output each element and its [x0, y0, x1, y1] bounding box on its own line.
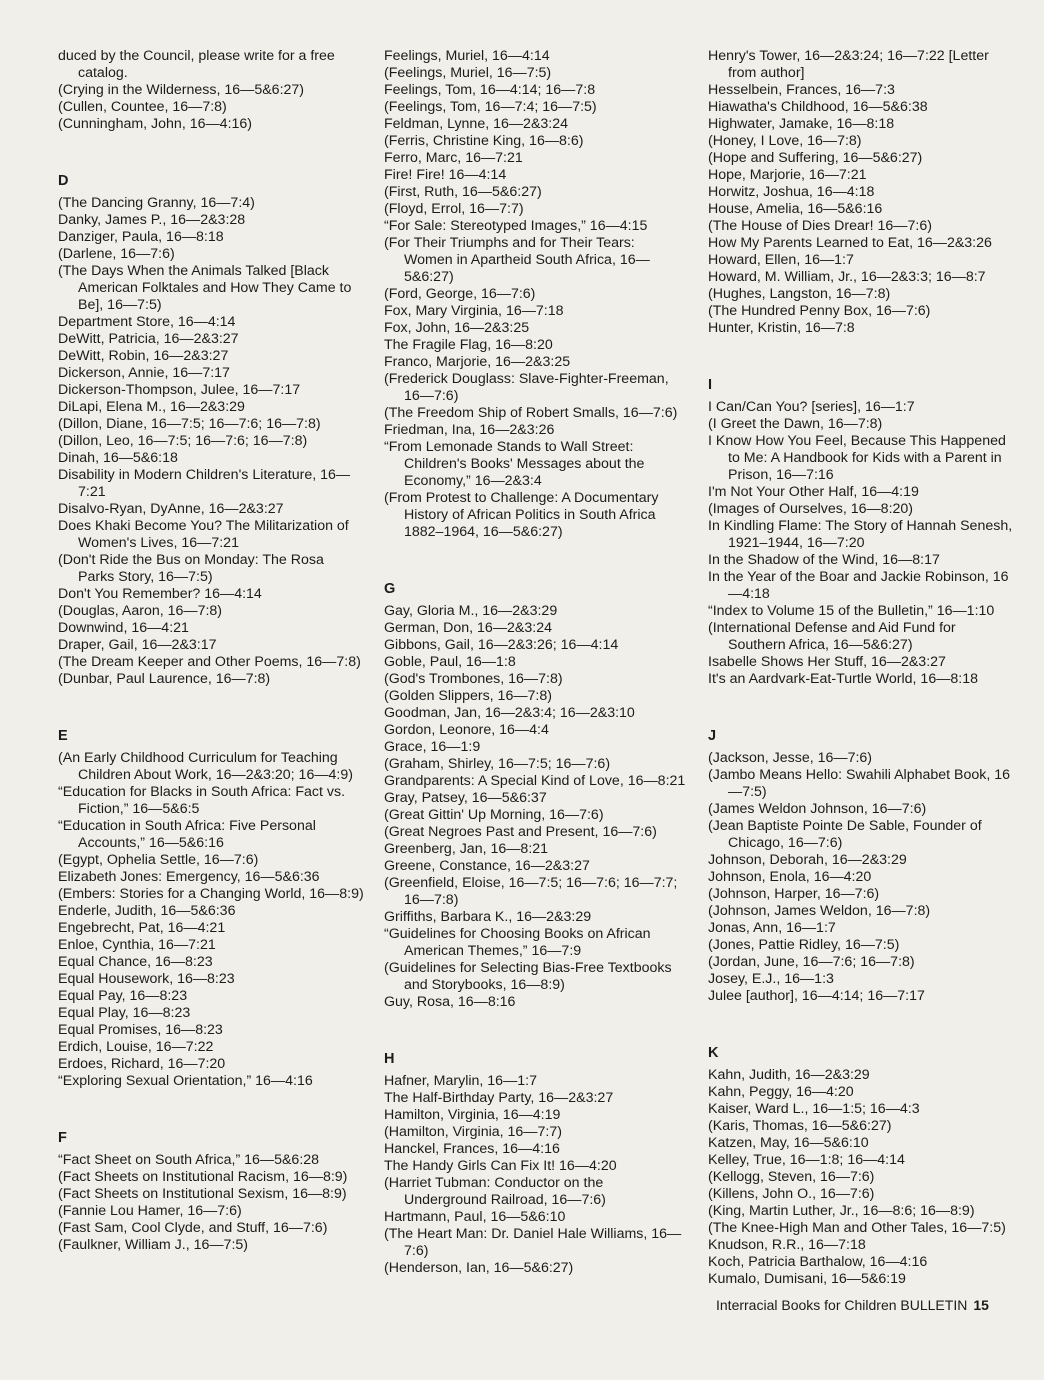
index-entry: Horwitz, Joshua, 16—4:18 — [708, 184, 875, 200]
page-number: 15 — [973, 1297, 989, 1313]
index-entry: (International Defense and Aid Fund for Southern Africa, 16—5&6:27) — [708, 620, 956, 653]
index-entry: (The Days When the Animals Talked [Black American Folktales and How They Came to Be], 16—7:5) — [58, 263, 352, 313]
index-entry: DeWitt, Robin, 16—2&3:27 — [58, 348, 229, 364]
index-entry: (Jones, Pattie Ridley, 16—7:5) — [708, 937, 900, 953]
section-letter: G — [384, 581, 396, 597]
section-letter: K — [708, 1045, 719, 1061]
index-entry: Griffiths, Barbara K., 16—2&3:29 — [384, 909, 592, 925]
index-entry: (Johnson, James Weldon, 16—7:8) — [708, 903, 931, 919]
index-entry: Ferro, Marc, 16—7:21 — [384, 150, 523, 166]
index-entry: House, Amelia, 16—5&6:16 — [708, 201, 883, 217]
index-entry: (Henderson, Ian, 16—5&6:27) — [384, 1260, 574, 1276]
index-entry: (Karis, Thomas, 16—5&6:27) — [708, 1118, 892, 1134]
index-entry: (Kellogg, Steven, 16—7:6) — [708, 1169, 875, 1185]
index-entry: Gay, Gloria M., 16—2&3:29 — [384, 603, 558, 619]
index-entry: Hanckel, Frances, 16—4:16 — [384, 1141, 560, 1157]
index-entry: (The Dancing Granny, 16—7:4) — [58, 195, 255, 211]
index-entry: Josey, E.J., 16—1:3 — [708, 971, 834, 987]
index-entry: (Images of Ourselves, 16—8:20) — [708, 501, 914, 517]
index-column-2 — [384, 48, 687, 1277]
index-entry: (The Hundred Penny Box, 16—7:6) — [708, 303, 931, 319]
index-entry: The Fragile Flag, 16—8:20 — [384, 337, 553, 353]
index-entry: (Feelings, Muriel, 16—7:5) — [384, 65, 552, 81]
index-entry: (Great Negroes Past and Present, 16—7:6) — [384, 824, 657, 840]
index-entry: Greene, Constance, 16—2&3:27 — [384, 858, 590, 874]
index-entry: Greenberg, Jan, 16—8:21 — [384, 841, 549, 857]
index-entry: In the Year of the Boar and Jackie Robinson, 16—4:18 — [708, 569, 1009, 602]
index-entry: (Fannie Lou Hamer, 16—7:6) — [58, 1203, 242, 1219]
index-entry: “Fact Sheet on South Africa,” 16—5&6:28 — [58, 1152, 320, 1168]
index-entry: DiLapi, Elena M., 16—2&3:29 — [58, 399, 245, 415]
section-letter: D — [58, 173, 69, 189]
index-entry: “From Lemonade Stands to Wall Street: Children's Books' Messages about the Economy,” 16—2&3:4 — [384, 439, 645, 489]
index-entry: (Jean Baptiste Pointe De Sable, Founder of Chicago, 16—7:6) — [708, 818, 982, 851]
index-entry: Hafner, Marylin, 16—1:7 — [384, 1073, 537, 1089]
index-entry: I Can/Can You? [series], 16—1:7 — [708, 399, 915, 415]
index-entry: (Floyd, Errol, 16—7:7) — [384, 201, 524, 217]
index-entry: Danky, James P., 16—2&3:28 — [58, 212, 246, 228]
index-entry: “Education for Blacks in South Africa: Fact vs. Fiction,” 16—5&6:5 — [58, 784, 346, 817]
index-entry: Equal Play, 16—8:23 — [58, 1005, 191, 1021]
index-entry: Highwater, Jamake, 16—8:18 — [708, 116, 895, 132]
index-entry: (Hamilton, Virginia, 16—7:7) — [384, 1124, 562, 1140]
index-entry: (First, Ruth, 16—5&6:27) — [384, 184, 542, 200]
section-letter: F — [58, 1130, 67, 1146]
index-entry: Kaiser, Ward L., 16—1:5; 16—4:3 — [708, 1101, 920, 1117]
index-entry: (Honey, I Love, 16—7:8) — [708, 133, 862, 149]
index-entry: (The Dream Keeper and Other Poems, 16—7:8) — [58, 654, 361, 670]
index-entry: Enderle, Judith, 16—5&6:36 — [58, 903, 236, 919]
index-entry: (Dunbar, Paul Laurence, 16—7:8) — [58, 671, 271, 687]
index-entry: Hunter, Kristin, 16—7:8 — [708, 320, 855, 336]
index-entry: Feelings, Tom, 16—4:14; 16—7:8 — [384, 82, 596, 98]
index-entry: In the Shadow of the Wind, 16—8:17 — [708, 552, 940, 568]
index-entry: Kahn, Peggy, 16—4:20 — [708, 1084, 854, 1100]
index-entry: Equal Housework, 16—8:23 — [58, 971, 235, 987]
index-entry: Knudson, R.R., 16—7:18 — [708, 1237, 866, 1253]
index-entry: Friedman, Ina, 16—2&3:26 — [384, 422, 555, 438]
index-entry: (Great Gittin' Up Morning, 16—7:6) — [384, 807, 604, 823]
index-entry: I'm Not Your Other Half, 16—4:19 — [708, 484, 919, 500]
index-entry: Johnson, Deborah, 16—2&3:29 — [708, 852, 907, 868]
index-entry: Johnson, Enola, 16—4:20 — [708, 869, 872, 885]
index-entry: Kahn, Judith, 16—2&3:29 — [708, 1067, 870, 1083]
index-entry: Fire! Fire! 16—4:14 — [384, 167, 507, 183]
index-entry: Dinah, 16—5&6:18 — [58, 450, 178, 466]
section-letter: I — [708, 377, 713, 393]
index-entry: Hesselbein, Frances, 16—7:3 — [708, 82, 895, 98]
index-entry: Goodman, Jan, 16—2&3:4; 16—2&3:10 — [384, 705, 635, 721]
index-entry: (Guidelines for Selecting Bias-Free Textbooks and Storybooks, 16—8:9) — [384, 960, 672, 993]
index-entry: Equal Pay, 16—8:23 — [58, 988, 188, 1004]
index-column-3 — [708, 48, 1014, 1288]
index-entry: The Half-Birthday Party, 16—2&3:27 — [384, 1090, 614, 1106]
index-entry: Don't You Remember? 16—4:14 — [58, 586, 262, 602]
index-entry: Hartmann, Paul, 16—5&6:10 — [384, 1209, 566, 1225]
index-column-1 — [58, 48, 364, 1254]
index-entry: “Education in South Africa: Five Personal Accounts,” 16—5&6:16 — [58, 818, 316, 851]
index-entry: (Hughes, Langston, 16—7:8) — [708, 286, 891, 302]
index-entry: “Exploring Sexual Orientation,” 16—4:16 — [58, 1073, 313, 1089]
index-entry: (Feelings, Tom, 16—7:4; 16—7:5) — [384, 99, 597, 115]
index-entry: Erdoes, Richard, 16—7:20 — [58, 1056, 226, 1072]
index-entry: Guy, Rosa, 16—8:16 — [384, 994, 516, 1010]
index-entry: (Douglas, Aaron, 16—7:8) — [58, 603, 223, 619]
index-entry: Kelley, True, 16—1:8; 16—4:14 — [708, 1152, 905, 1168]
index-entry: (Graham, Shirley, 16—7:5; 16—7:6) — [384, 756, 611, 772]
index-entry: German, Don, 16—2&3:24 — [384, 620, 552, 636]
index-entry: Equal Promises, 16—8:23 — [58, 1022, 223, 1038]
index-entry: (I Greet the Dawn, 16—7:8) — [708, 416, 883, 432]
index-entry: DeWitt, Patricia, 16—2&3:27 — [58, 331, 239, 347]
index-entry: (Jambo Means Hello: Swahili Alphabet Book, 16—7:5) — [708, 767, 1011, 800]
index-entry: Dickerson, Annie, 16—7:17 — [58, 365, 230, 381]
index-entry: Equal Chance, 16—8:23 — [58, 954, 213, 970]
index-entry: (The Heart Man: Dr. Daniel Hale Williams, 16—7:6) — [384, 1226, 682, 1259]
index-entry: Jonas, Ann, 16—1:7 — [708, 920, 836, 936]
index-entry: How My Parents Learned to Eat, 16—2&3:26 — [708, 235, 992, 251]
index-entry: Franco, Marjorie, 16—2&3:25 — [384, 354, 571, 370]
index-entry: Danziger, Paula, 16—8:18 — [58, 229, 224, 245]
index-entry: In Kindling Flame: The Story of Hannah Senesh, 1921–1944, 16—7:20 — [708, 518, 1013, 551]
index-entry: (Greenfield, Eloise, 16—7:5; 16—7:6; 16—7:7; 16—7:8) — [384, 875, 678, 908]
index-entry: (Dillon, Diane, 16—7:5; 16—7:6; 16—7:8) — [58, 416, 321, 432]
index-entry: (Fact Sheets on Institutional Sexism, 16—8:9) — [58, 1186, 347, 1202]
index-entry: (Golden Slippers, 16—7:8) — [384, 688, 552, 704]
index-entry: (Jackson, Jesse, 16—7:6) — [708, 750, 873, 766]
index-entry: Engebrecht, Pat, 16—4:21 — [58, 920, 226, 936]
index-entry: (Harriet Tubman: Conductor on the Underground Railroad, 16—7:6) — [384, 1175, 606, 1208]
index-entry: Erdich, Louise, 16—7:22 — [58, 1039, 214, 1055]
index-entry: The Handy Girls Can Fix It! 16—4:20 — [384, 1158, 617, 1174]
index-entry: Grandparents: A Special Kind of Love, 16—8:21 — [384, 773, 686, 789]
index-entry: (Crying in the Wilderness, 16—5&6:27) — [58, 82, 305, 98]
index-entry: Henry's Tower, 16—2&3:24; 16—7:22 [Letter from author] — [708, 48, 989, 81]
index-entry: (From Protest to Challenge: A Documentary History of African Politics in South Africa 1882–1964, 16—5&6:27) — [384, 490, 659, 540]
index-entry: Goble, Paul, 16—1:8 — [384, 654, 516, 670]
index-entry: Howard, Ellen, 16—1:7 — [708, 252, 854, 268]
section-letter: J — [708, 728, 717, 744]
index-entry: Grace, 16—1:9 — [384, 739, 481, 755]
index-entry: (Johnson, Harper, 16—7:6) — [708, 886, 880, 902]
index-entry: (Fact Sheets on Institutional Racism, 16—8:9) — [58, 1169, 348, 1185]
index-entry: Isabelle Shows Her Stuff, 16—2&3:27 — [708, 654, 946, 670]
index-entry: (Egypt, Ophelia Settle, 16—7:6) — [58, 852, 259, 868]
publication-name: Interracial Books for Children BULLETIN — [716, 1297, 968, 1313]
index-entry: Katzen, May, 16—5&6:10 — [708, 1135, 869, 1151]
index-entry: (Hope and Suffering, 16—5&6:27) — [708, 150, 923, 166]
index-entry: “For Sale: Stereotyped Images,” 16—4:15 — [384, 218, 648, 234]
index-entry: (Cullen, Countee, 16—7:8) — [58, 99, 227, 115]
index-entry: Hope, Marjorie, 16—7:21 — [708, 167, 867, 183]
index-entry: “Guidelines for Choosing Books on African American Themes,” 16—7:9 — [384, 926, 651, 959]
page-footer — [716, 1297, 1016, 1313]
index-entry: (Darlene, 16—7:6) — [58, 246, 175, 262]
index-entry: (Jordan, June, 16—7:6; 16—7:8) — [708, 954, 915, 970]
index-entry: I Know How You Feel, Because This Happened to Me: A Handbook for Kids with a Parent in Prison, 16—7:16 — [708, 433, 1006, 483]
index-entry: Dickerson-Thompson, Julee, 16—7:17 — [58, 382, 301, 398]
index-entry: (Embers: Stories for a Changing World, 16—8:9) — [58, 886, 364, 902]
index-entry: Hamilton, Virginia, 16—4:19 — [384, 1107, 561, 1123]
index-entry: Downwind, 16—4:21 — [58, 620, 189, 636]
index-entry: Julee [author], 16—4:14; 16—7:17 — [708, 988, 925, 1004]
index-entry: Gray, Patsey, 16—5&6:37 — [384, 790, 547, 806]
section-letter: H — [384, 1051, 395, 1067]
index-entry: (Cunningham, John, 16—4:16) — [58, 116, 253, 132]
index-entry: (Frederick Douglass: Slave-Fighter-Freeman, 16—7:6) — [384, 371, 669, 404]
index-entry: Enloe, Cynthia, 16—7:21 — [58, 937, 216, 953]
index-entry: (The Knee-High Man and Other Tales, 16—7:5) — [708, 1220, 1006, 1236]
index-entry: (Killens, John O., 16—7:6) — [708, 1186, 875, 1202]
index-entry: “Index to Volume 15 of the Bulletin,” 16—1:10 — [708, 603, 995, 619]
index-entry: (Fast Sam, Cool Clyde, and Stuff, 16—7:6) — [58, 1220, 328, 1236]
index-entry: (Ford, George, 16—7:6) — [384, 286, 536, 302]
index-entry: (Don't Ride the Bus on Monday: The Rosa Parks Story, 16—7:5) — [58, 552, 324, 585]
index-entry: Disability in Modern Children's Literature, 16—7:21 — [58, 467, 351, 500]
index-entry: Gordon, Leonore, 16—4:4 — [384, 722, 549, 738]
index-entry: Feldman, Lynne, 16—2&3:24 — [384, 116, 569, 132]
index-entry: (For Their Triumphs and for Their Tears: Women in Apartheid South Africa, 16—5&6:27) — [384, 235, 650, 285]
index-entry: (Ferris, Christine King, 16—8:6) — [384, 133, 584, 149]
index-entry: Draper, Gail, 16—2&3:17 — [58, 637, 217, 653]
index-entry: Disalvo-Ryan, DyAnne, 16—2&3:27 — [58, 501, 284, 517]
index-entry: (God's Trombones, 16—7:8) — [384, 671, 563, 687]
index-entry: Gibbons, Gail, 16—2&3:26; 16—4:14 — [384, 637, 619, 653]
index-entry: (Dillon, Leo, 16—7:5; 16—7:6; 16—7:8) — [58, 433, 308, 449]
index-entry: Hiawatha's Childhood, 16—5&6:38 — [708, 99, 928, 115]
index-entry: duced by the Council, please write for a free catalog. — [58, 48, 335, 81]
index-entry: Elizabeth Jones: Emergency, 16—5&6:36 — [58, 869, 320, 885]
index-entry: Kumalo, Dumisani, 16—5&6:19 — [708, 1271, 906, 1287]
index-entry: Feelings, Muriel, 16—4:14 — [384, 48, 550, 64]
index-entry: Fox, Mary Virginia, 16—7:18 — [384, 303, 564, 319]
index-entry: (King, Martin Luther, Jr., 16—8:6; 16—8:9) — [708, 1203, 975, 1219]
section-letter: E — [58, 728, 68, 744]
index-entry: (The Freedom Ship of Robert Smalls, 16—7:6) — [384, 405, 678, 421]
index-entry: Does Khaki Become You? The Militarization of Women's Lives, 16—7:21 — [58, 518, 349, 551]
index-entry: Department Store, 16—4:14 — [58, 314, 236, 330]
index-entry: (James Weldon Johnson, 16—7:6) — [708, 801, 927, 817]
index-entry: Fox, John, 16—2&3:25 — [384, 320, 530, 336]
index-entry: (An Early Childhood Curriculum for Teaching Children About Work, 16—2&3:20; 16—4:9) — [58, 750, 353, 783]
index-entry: (Faulkner, William J., 16—7:5) — [58, 1237, 249, 1253]
index-entry: (The House of Dies Drear! 16—7:6) — [708, 218, 932, 234]
index-entry: Howard, M. William, Jr., 16—2&3:3; 16—8:7 — [708, 269, 986, 285]
index-entry: It's an Aardvark-Eat-Turtle World, 16—8:18 — [708, 671, 979, 687]
index-entry: Koch, Patricia Barthalow, 16—4:16 — [708, 1254, 928, 1270]
